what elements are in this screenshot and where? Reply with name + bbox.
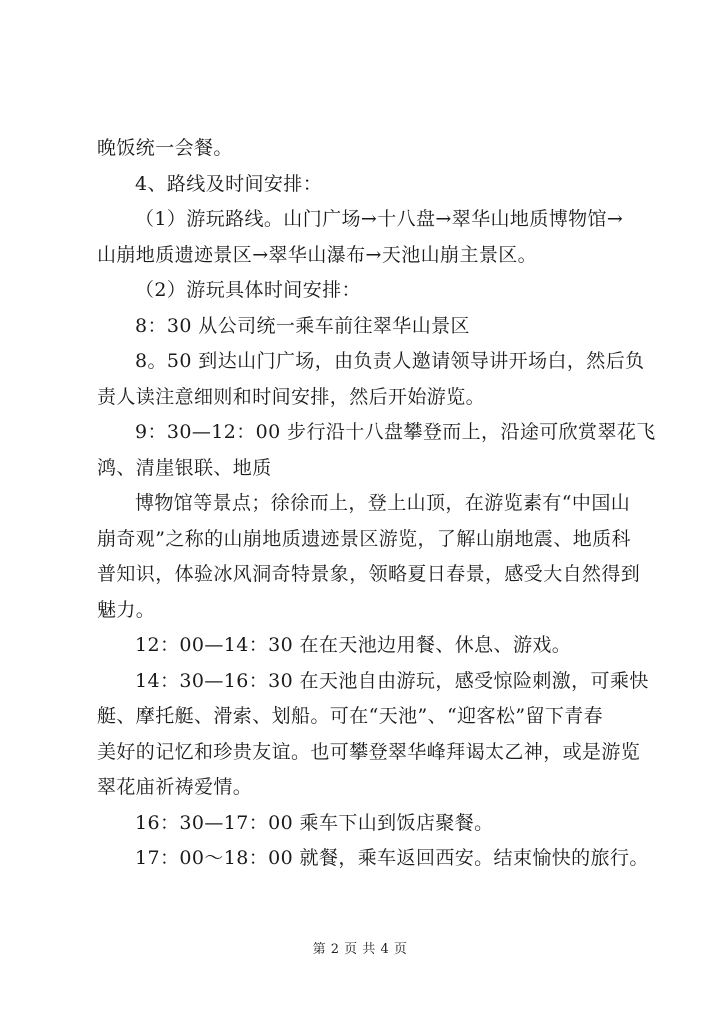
text-line-1: 晚饭统一会餐。: [97, 137, 233, 159]
text-line-19: 翠花庙祈祷爱情。: [97, 776, 253, 798]
text-line-17: 艇、摩托艇、滑索、划船。可在“天池”、“迎客松”留下青春: [97, 705, 604, 727]
document-body: [97, 131, 656, 877]
text-line-21: 17：00～18：00 就餐，乘车返回西安。结束愉快的旅行。: [135, 847, 649, 869]
text-line-3: （1）游玩路线。山门广场→十八盘→翠华山地质博物馆→: [135, 208, 624, 230]
text-line-2: 4、路线及时间安排：: [135, 172, 323, 195]
text-line-16: 14：30—16：30 在天池自由游玩，感受惊险刺激，可乘快: [135, 669, 649, 692]
text-line-18: 美好的记忆和珍贵友谊。也可攀登翠华峰拜谒太乙神，或是游览: [97, 740, 641, 763]
text-line-7: 8。50 到达山门广场，由负责人邀请领导讲开场白，然后负: [135, 350, 645, 372]
text-line-15: 12：00—14：30 在在天池边用餐、休息、游戏。: [135, 634, 572, 656]
text-line-4: 山崩地质遗迹景区→翠华山瀑布→天池山崩主景区。: [97, 243, 538, 266]
text-line-9: 9：30—12：00 步行沿十八盘攀登而上，沿途可欣赏翠花飞: [135, 421, 656, 443]
text-line-20: 16：30—17：00 乘车下山到饭店聚餐。: [135, 811, 494, 834]
text-line-10: 鸿、清崖银联、地质: [97, 456, 272, 479]
text-line-12: 崩奇观”之称的山崩地质遗迹景区游览，了解山崩地震、地质科: [97, 527, 631, 550]
text-line-11: 博物馆等景点；徐徐而上，登上山顶，在游览素有“中国山: [135, 492, 631, 514]
page-footer: 第 2 页 共 4 页: [312, 942, 408, 957]
text-line-8: 责人读注意细则和时间安排，然后开始游览。: [97, 385, 486, 408]
text-line-13: 普知识，体验冰风洞奇特景象，领略夏日春景，感受大自然得到: [97, 563, 641, 585]
text-line-6: 8：30 从公司统一乘车前往翠华山景区: [135, 314, 470, 337]
text-line-14: 魅力。: [97, 598, 156, 621]
text-line-5: （2）游玩具体时间安排：: [135, 279, 361, 301]
